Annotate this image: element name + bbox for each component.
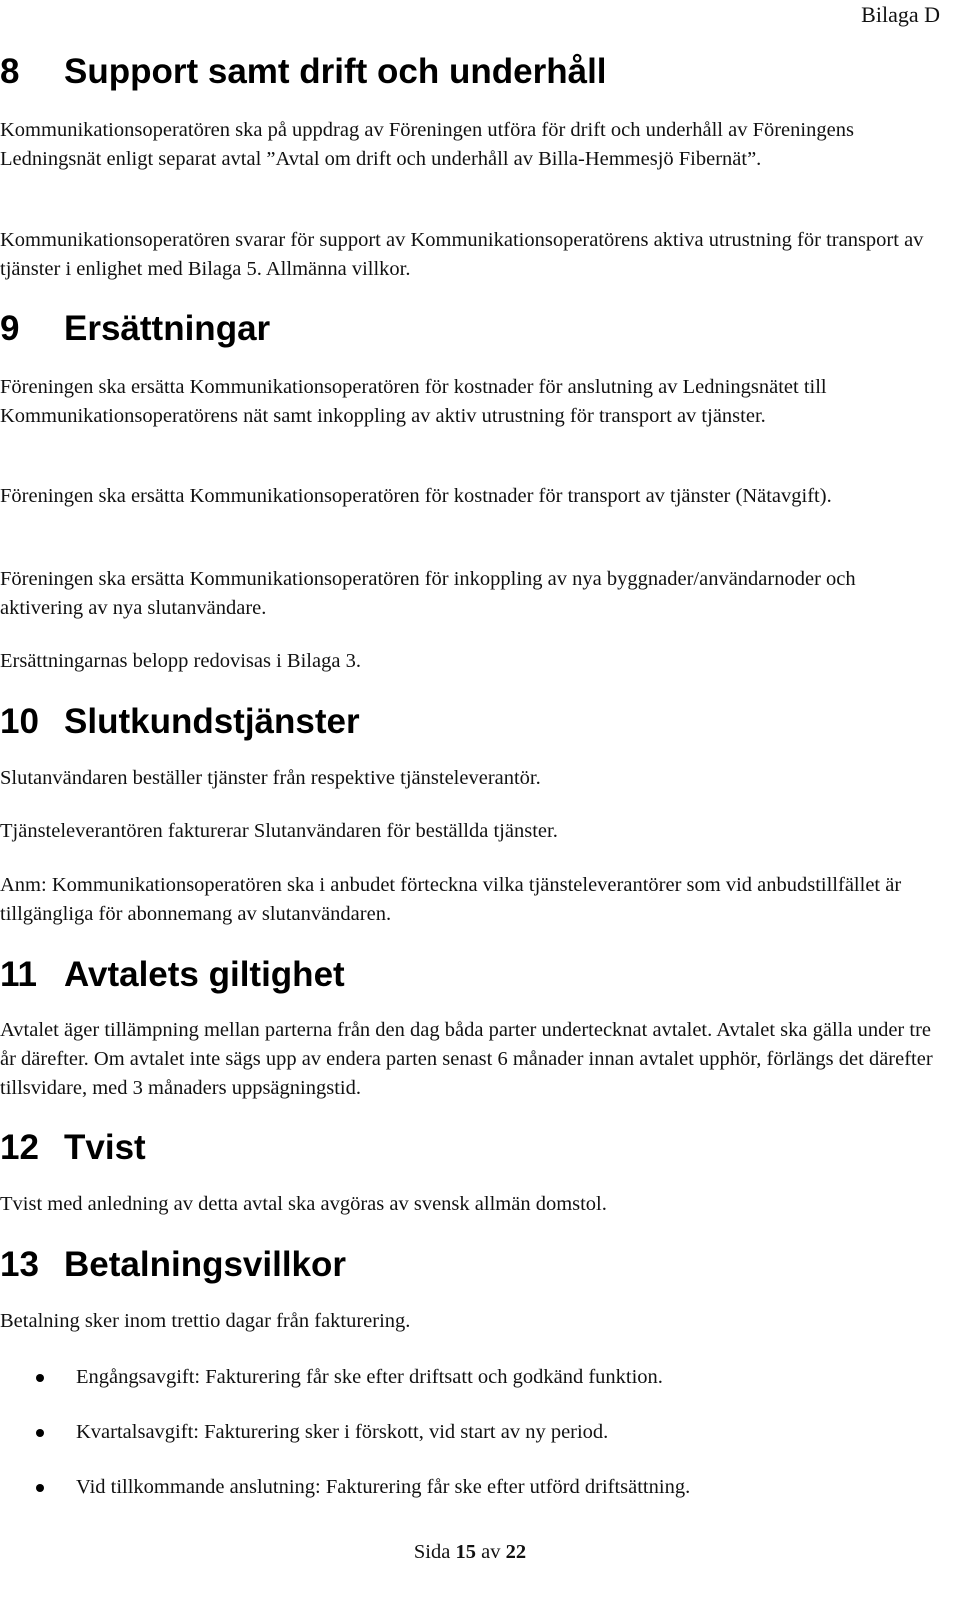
paragraph: Tvist med anledning av detta avtal ska avgöras av svensk allmän domstol. (0, 1193, 607, 1215)
section-heading-9: 9 Ersättningar (0, 309, 271, 348)
section-heading-12: 12 Tvist (0, 1128, 146, 1167)
page-number-separator: av (481, 1541, 501, 1563)
paragraph: Slutanvändaren beställer tjänster från respektive tjänsteleverantör. (0, 767, 541, 789)
page-number: 15 (455, 1541, 476, 1563)
section-heading-11: 11 Avtalets giltighet (0, 955, 345, 994)
paragraph: Föreningen ska ersätta Kommunikationsoperatören för kostnader för anslutning av Ledningsnätet till Kommunikationsoperatörens nät samt inkoppling av aktiv utrustning för transport av tjänster. (0, 376, 827, 427)
paragraph: Ersättningarnas belopp redovisas i Bilaga 3. (0, 650, 361, 672)
page-total: 22 (505, 1541, 527, 1563)
list-item: Engångsavgift: Fakturering får ske efter driftsatt och godkänd funktion. (0, 1363, 935, 1418)
page-footer (0, 1541, 940, 1564)
section-heading-13: 13 Betalningsvillkor (0, 1245, 347, 1284)
paragraph: Avtalet äger tillämpning mellan parterna från den dag båda parter undertecknat avtalet. Avtalet ska gälla under tre år därefter. Om avtalet inte sägs upp av endera parten senast 6 månader innan avtalet upphör, förlängs det därefter tillsvidare, med 3 månaders uppsägningstid. (0, 1019, 933, 1099)
bullet-icon (36, 1374, 44, 1382)
paragraph: Kommunikationsoperatören ska på uppdrag av Föreningen utföra för drift och underhåll av Föreningens Ledningsnät enligt separat avtal ”Avtal om drift och underhåll av Billa-Hemmesjö Fibernät”. (0, 119, 854, 170)
paragraph: Betalning sker inom trettio dagar från fakturering. (0, 1310, 411, 1332)
section-heading-8: 8 Support samt drift och underhåll (0, 52, 607, 91)
bullet-icon (36, 1429, 44, 1437)
bullet-icon (36, 1484, 44, 1492)
paragraph: Tjänsteleverantören fakturerar Slutanvändaren för beställda tjänster. (0, 820, 558, 842)
paragraph: Kommunikationsoperatören svarar för support av Kommunikationsoperatörens aktiva utrustning för transport av tjänster i enlighet med Bilaga 5. Allmänna villkor. (0, 229, 924, 280)
paragraph: Föreningen ska ersätta Kommunikationsoperatören för inkoppling av nya byggnader/användarnoder och aktivering av nya slutanvändare. (0, 568, 856, 619)
paragraph: Föreningen ska ersätta Kommunikationsoperatören för kostnader för transport av tjänster (Nätavgift). (0, 485, 832, 507)
paragraph: Anm: Kommunikationsoperatören ska i anbudet förteckna vilka tjänsteleverantörer som vid anbudstillfället är tillgängliga för abonnemang av slutanvändaren. (0, 874, 902, 925)
list-item: Vid tillkommande anslutning: Fakturering får ske efter utförd driftsättning. (0, 1473, 935, 1528)
list-item: Kvartalsavgift: Fakturering sker i förskott, vid start av ny period. (0, 1418, 935, 1473)
payment-terms-list (0, 1363, 935, 1528)
page-number-prefix: Sida (413, 1541, 451, 1563)
section-heading-10: 10 Slutkundstjänster (0, 702, 360, 741)
appendix-label: Bilaga D (861, 2, 940, 27)
